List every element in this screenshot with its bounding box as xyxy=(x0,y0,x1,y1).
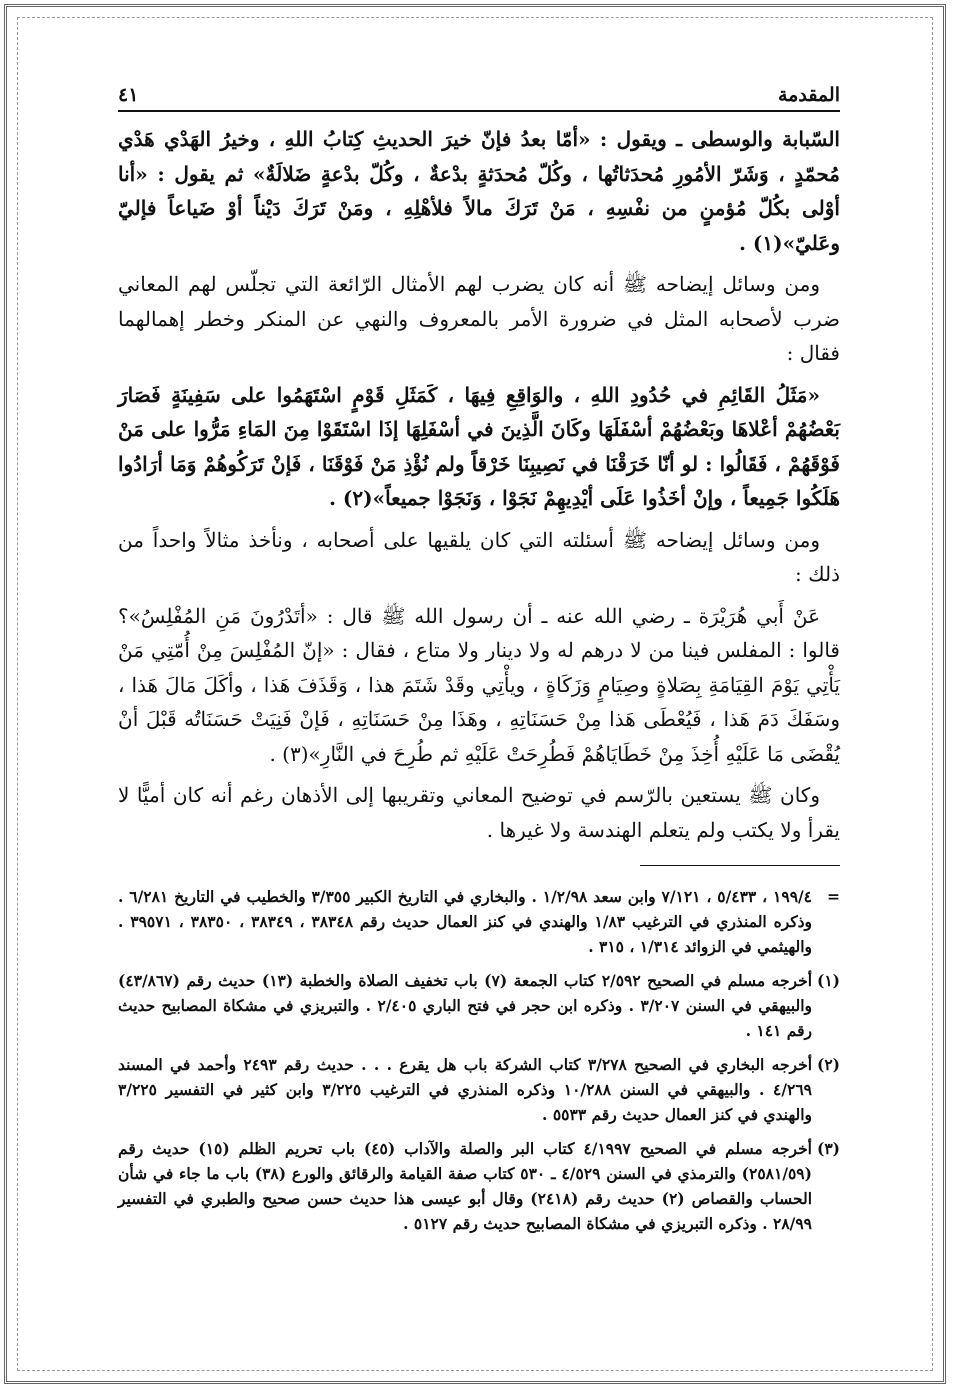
hadith-ship-parable: «مَثَلُ القَائِمِ في حُدُودِ اللهِ ، والوَاقِعِ فِيهَا ، كَمَثَلِ قَوْمٍ اسْتَهَمُوا على سَفِينَةٍ فَصَارَ بَعْضُهُمْ أعْلاهَا وبَعْضُهُمْ أسْفَلَهَا وكَانَ الَّذِينَ في أسْفَلِهَا إذَا اسْتَقَوْا مِنَ المَاءِ مَرُّوا على مَنْ فَوْقَهُمْ ، فَقَالُوا : لو أنّا خَرَقْنَا في نَصِيبِنَا خَرْقاً ولم نُؤْذِ مَنْ فَوْقَنَا ، فَإنْ تَرَكُوهُمْ وَمَا أرَادُوا هَلَكُوا جَمِيعاً ، وإنْ أخَذُوا عَلَى أيْدِيهِمْ نَجَوْا ، وَنَجَوْا جميعاً»(٢) . xyxy=(118,382,840,510)
footnote-1 xyxy=(118,968,840,1043)
footnote-marker: (١) xyxy=(816,971,840,990)
page-number: ٤١ xyxy=(118,84,139,106)
body-paragraph-1: السّبابة والوسطى ـ ويقول : «أمّا بعدُ فإنّ خيرَ الحديثِ كِتابُ اللهِ ، وخيرُ الهَدْي هَدْي مُحمّدٍ ، وَشَرّ الأمُورِ مُحدَثاتُها ، وكُلّ مُحدَثةٍ بدْعةٌ ، وكُلّ بدْعةٍ ضَلالَةٌ» ثم يقول : «أنا أوْلى بكُلّ مُؤمنٍ من نفْسِهِ ، مَنْ تَرَكَ مالاً فلأهْلِهِ ، ومَنْ تَرَكَ دَيْناً أوْ ضَياعاً فإليّ وعَليّ»(١) . xyxy=(118,127,840,255)
footnote-marker: (٢) xyxy=(816,1055,840,1074)
footnote-text: ١٩٩/٤ ، ٥/٤٣٣ ، ٧/١٢١ وابن سعد ١/٢/٩٨ . والبخاري في التاريخ الكبير ٣/٣٥٥ والخطيب في التاريخ ٦/٢٨١ . وذكره المنذري في الترغيب ١/٨٣ والهندي في كنز العمال حديث رقم ٣٨٣٤٨ ، ٣٨٣٤٩ ، ٣٨٣٥٠ ، ٣٩٥٧١ . والهيثمي في الزوائد ١/٣١٤ ، ٣١٥ . xyxy=(118,887,813,956)
body-paragraph-4: ومن وسائل إيضاحه ﷺ أسئلته التي كان يلقيها على أصحابه ، ونأخذ مثالاً واحداً من ذلك : xyxy=(118,527,840,586)
footnote-marker: (٣) xyxy=(816,1139,840,1158)
chapter-title: المقدمة xyxy=(777,84,840,106)
footnote-text: أخرجه مسلم في الصحيح ٤/١٩٩٧ كتاب البر والصلة والآداب (٤٥) باب تحريم الظلم (١٥) حديث رقم (٢٥٨١/٥٩) والترمذي في السنن ٤/٥٢٩ ـ ٥٣٠ كتاب صفة القيامة والرقائق والورع (٣٨) باب ما جاء في شأن الحساب والقصاص (٢) حديث رقم (٢٤١٨) وقال أبو عيسى هذا حديث حسن صحيح والطبري في التفسير ٢٨/٩٩ . وذكره التبريزي في مشكاة المصابيح حديث رقم ٥١٢٧ . xyxy=(118,1139,812,1233)
footnote-text: أخرجه مسلم في الصحيح ٢/٥٩٢ كتاب الجمعة (٧) باب تخفيف الصلاة والخطبة (١٣) حديث رقم (٤٣/٨٦٧) والبيهقي في السنن ٣/٢٠٧ . وذكره ابن حجر في فتح الباري ٢/٤٠٥ . والتبريزي في مشكاة المصابيح حديث رقم ١٤١ . xyxy=(118,971,813,1040)
hadith-bankrupt: عَنْ أَبي هُرَيْرَة ـ رضي الله عنه ـ أن رسول الله ﷺ قال : «أتَدْرُونَ مَنِ المُفْلِسُ»؟ قالوا : المفلس فينا من لا درهم له ولا دينار ولا متاع ، فقال : «إنّ المُفْلِسَ مِنْ أُمّتِي مَنْ يَأْتِي يَوْمَ القِيَامَةِ بِصَلاةٍ وصِيَامٍ وَزَكَاةٍ ، ويأْتِي وقَدْ شَتَمَ هذا ، وَقَذَفَ هَذا ، وأكَلَ مَالَ هَذا ، وسَفَكَ دَمَ هَذا ، فَيُعْطَى هَذا مِنْ حَسَنَاتِهِ ، وهَذَا مِنْ حَسَنَاتِهِ ، فَإنْ فَنِيَتْ حَسَنَاتُه قَبْلَ أنْ يُقْضَى مَا عَلَيْهِ أُخِذَ مِنْ خَطَايَاهُمْ فَطُرِحَتْ عَلَيْهِ ثم طُرِحَ في النَّارِ»(٣) . xyxy=(118,603,840,766)
running-header xyxy=(118,70,840,112)
footnote-2 xyxy=(118,1052,840,1127)
footnote-continued xyxy=(118,884,840,959)
footnote-marker: = xyxy=(827,887,840,906)
book-page xyxy=(118,70,840,1330)
footnote-3 xyxy=(118,1136,840,1236)
body-paragraph-2: ومن وسائل إيضاحه ﷺ أنه كان يضرب لهم الأمثال الرّائعة التي تجلّس لهم المعاني ضرب لأصحابه المثل في ضرورة الأمر بالمعروف والنهي عن المنكر وخطر إهمالهما فقال : xyxy=(118,272,840,365)
footnote-separator xyxy=(640,865,840,866)
body-paragraph-6: وكان ﷺ يستعين بالرّسم في توضيح المعاني وتقريبها إلى الأذهان رغم أنه كان أميًّا لا يقرأ ولا يكتب ولم يتعلم الهندسة ولا غيرها . xyxy=(118,783,840,842)
footnote-text: أخرجه البخاري في الصحيح ٣/٢٧٨ كتاب الشركة باب هل يقرع . . . حديث رقم ٢٤٩٣ وأحمد في المسند ٤/٢٦٩ . والبيهقي في السنن ١٠/٢٨٨ وذكره المنذري في الترغيب ٣/٢٢٥ وابن كثير في التفسير ٣/٢٢٥ والهندي في كنز العمال حديث رقم ٥٥٣٣ . xyxy=(118,1055,813,1124)
